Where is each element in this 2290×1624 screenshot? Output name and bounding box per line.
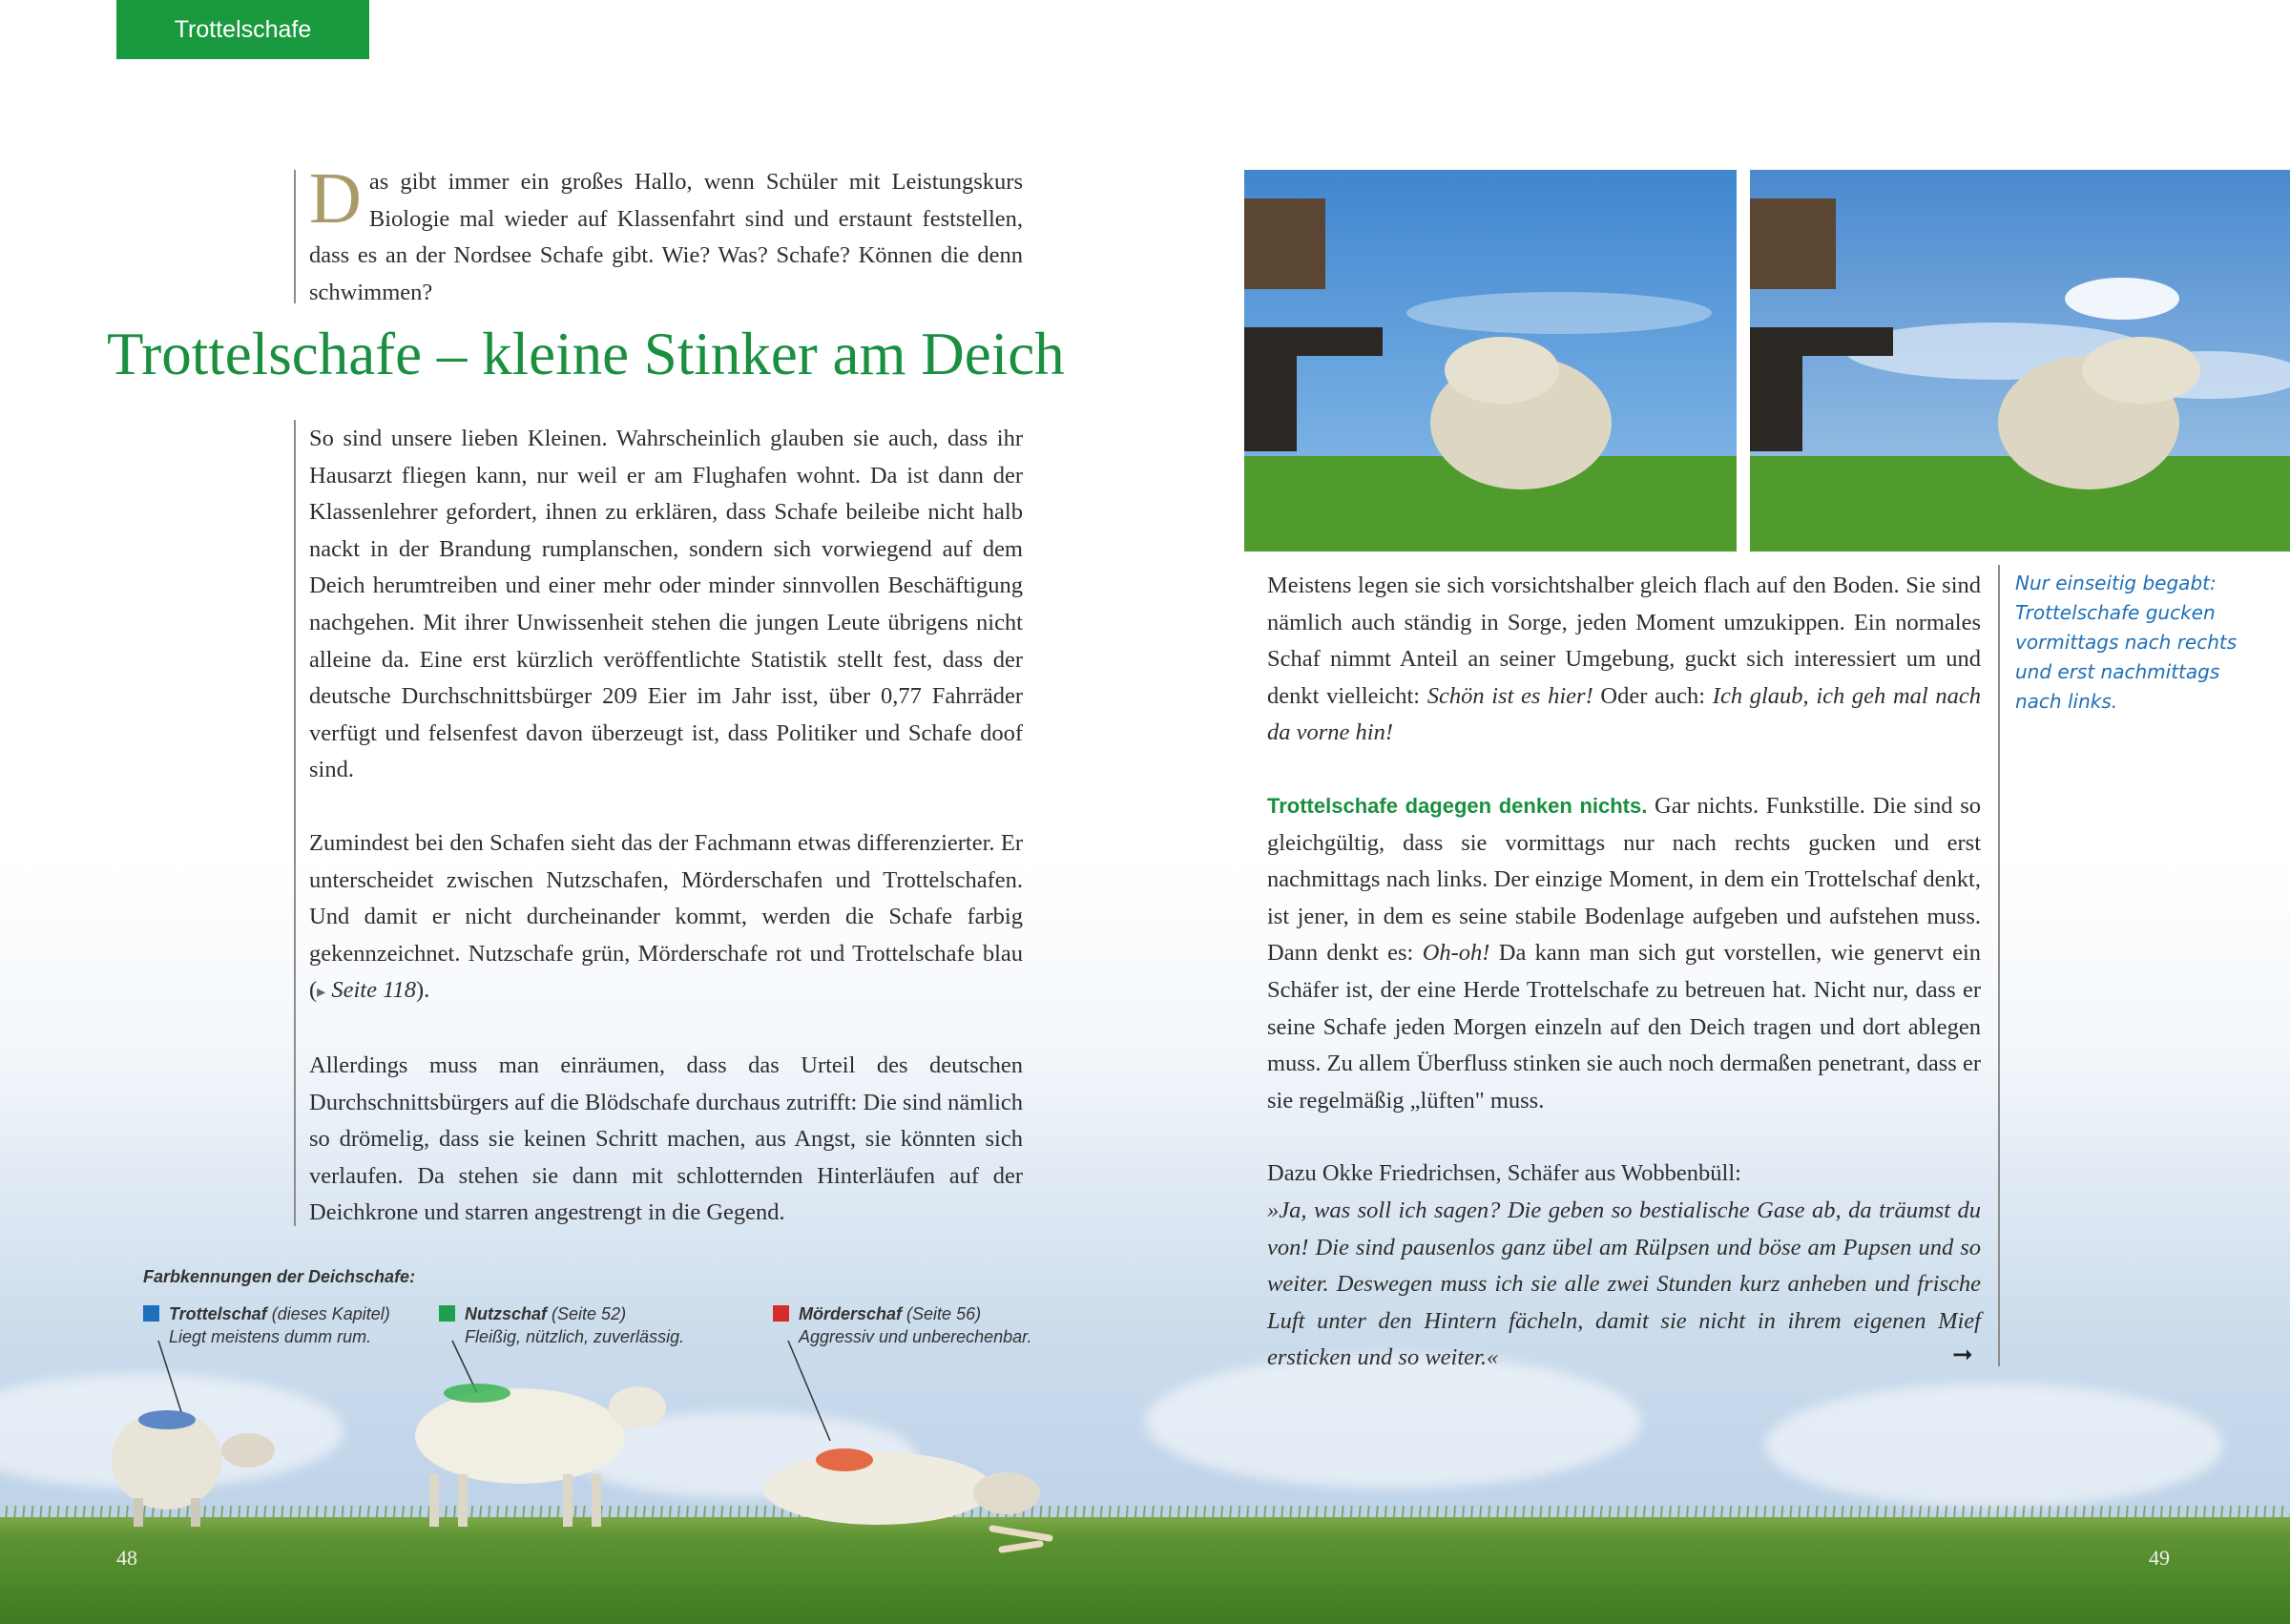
bench-backrest bbox=[1750, 198, 1836, 289]
sheep-head bbox=[1445, 337, 1559, 404]
page-number-left: 48 bbox=[116, 1546, 137, 1570]
chapter-tab bbox=[116, 0, 369, 59]
continue-arrow-icon[interactable]: ➞ bbox=[1952, 1341, 1973, 1369]
paragraph: Meistens legen sie sich vorsichtshalber gleich flach auf den Boden. Sie sind nämlich auch ständig in Sorge, jeden Moment umzukippen. Ein normales Schaf nimmt Anteil an seiner Umgebung, guckt sich interessiert um und denkt vielleicht: Schön ist es hier! Oder auch: Ich glaub, ich geh mal nach da vorne hin! bbox=[1267, 573, 1981, 746]
paragraph: So sind unsere lieben Kleinen. Wahrscheinlich glauben sie auch, dass ihr Hausarzt fliegen kann, nur weil er am Flughafen wohnt. Da ist dann der Klassenlehrer gefordert, ihnen zu erklären, dass Schafe beileibe nicht halb nackt in der Brandung rumplanschen, sondern sich vorwiegend auf dem Deich herumtreiben und einer mehr oder minder sinnvollen Beschäftigung nachgehen. Mit ihrer Unwissenheit stehen die jungen Leute übrigens nicht alleine da. Eine erst kürzlich veröffentlichte Statistik stellt fest, dass der deutsche Durchschnittsbürger 209 Eier im Jahr isst, über 0,77 Fahrräder verfügt und felsenfest davon überzeugt ist, dass Politiker und Schafe doof sind. bbox=[309, 426, 1023, 783]
paragraph: Trottelschafe dagegen denken nichts. Gar nichts. Funkstille. Die sind so gleichgültig, dass sie vormittags nur nach rechts gucken und erst nachmittags nach links. Der einzige Moment, in dem ein Trottelschaf denkt, ist jener, in dem es seine stabile Bodenlage aufgeben und aufstehen muss. Dann denkt es: Oh-oh! Da kann man sich gut vorstellen, wie genervt ein Schäfer ist, der eine Herde Trottelschafe zu betreuen hat. Nicht nur, dass er seine Schafe jeden Morgen einzeln auf den Deich tragen und dort ablegen muss. Zu allem Überfluss stinken sie auch noch dermaßen penetrant, dass er sie regelmäßig „lüften" muss. bbox=[1267, 792, 1981, 1114]
photo-sheep-left bbox=[1244, 170, 1737, 552]
page-number-right: 49 bbox=[2149, 1546, 2170, 1570]
left-column-rule bbox=[294, 420, 296, 1226]
cloud bbox=[1765, 1384, 2223, 1508]
pointer-line bbox=[788, 1341, 830, 1441]
legend-item-nutzschaf: Nutzschaf (Seite 52) Fleißig, nützlich, zuverlässig. bbox=[439, 1302, 684, 1348]
right-column-rule bbox=[1998, 565, 2000, 1366]
sheep-illustration bbox=[0, 1317, 1145, 1555]
intro-text: as gibt immer ein großes Hallo, wenn Schüler mit Leistungskurs Biologie mal wieder auf Klassenfahrt sind und erstaunt feststellen, dass es an der Nordsee Schafe gibt. Wie? Was? Schafe? Können die denn schwimmen? bbox=[309, 169, 1023, 305]
paragraph: Zumindest bei den Schafen sieht das der Fachmann etwas differenzierter. Er unterscheidet zwischen Nutzschafen, Mörderschafen und Trottelschafen. Und damit er nicht durcheinander kommt, werden die Schafe farbig gekennzeichnet. Nutzschafe grün, Mörderschafe rot und Trottelschafe blau (▸ Seite 118). bbox=[309, 829, 1023, 1004]
bone bbox=[992, 1529, 1050, 1538]
margin-note: Nur einseitig begabt: Trottelschafe gucken vormittags nach rechts und erst nachmittags nach links. bbox=[2015, 572, 2238, 713]
page-ref-link[interactable]: Seite 118 bbox=[331, 977, 417, 1004]
legend-item-trottelschaf: Trottelschaf (dieses Kapitel) Liegt meistens dumm rum. bbox=[143, 1302, 390, 1348]
paragraph: Allerdings muss man einräumen, dass das Urteil des deutschen Durchschnittsbürgers auf die Blödschafe durchaus zutrifft: Die sind nämlich so drömelig, dass sie keinen Schritt machen, aus Angst, sie könnten sich verlaufen. Da stehen sie dann mit schlotternden Hinterläufen auf der Deichkrone und starren angestrengt in die Gegend. bbox=[309, 1051, 1023, 1226]
sheep-photo-left bbox=[1244, 170, 1737, 552]
sheep-green bbox=[415, 1384, 666, 1527]
left-column bbox=[309, 421, 1023, 1268]
bench-leg bbox=[1750, 356, 1802, 451]
chapter-tab-label: Trottelschafe bbox=[174, 15, 312, 43]
lead-in: Trottelschafe dagegen denken nichts. bbox=[1267, 793, 1648, 818]
legend-item-moerderschaf: Mörderschaf (Seite 56) Aggressiv und unberechenbar. bbox=[773, 1302, 1032, 1348]
right-column bbox=[1267, 568, 1981, 1377]
sheep-blue bbox=[112, 1410, 275, 1527]
bench-leg bbox=[1244, 356, 1297, 451]
pointer-line bbox=[158, 1341, 181, 1412]
sheep-photo-right bbox=[1750, 170, 2290, 552]
photo-sheep-right bbox=[1750, 170, 2290, 552]
bone bbox=[1002, 1544, 1040, 1550]
page-ref-arrow-icon: ▸ bbox=[317, 982, 326, 1003]
bench-backrest bbox=[1244, 198, 1325, 289]
paragraph: Dazu Okke Friedrichsen, Schäfer aus Wobbenbüll: »Ja, was soll ich sagen? Die geben so bestialische Gase ab, da träumst du von! Die sind pausenlos ganz übel am Rülpsen und böse am Pupsen und so weiter. Deswegen muss ich sie alle zwei Stunden kurz anheben und frische Luft unter den Hintern fächeln, damit sie nicht in ihrem eigenen Mief ersticken und so weiter.« bbox=[1267, 1160, 1981, 1371]
article-title: Trottelschafe – kleine Stinker am Deich bbox=[107, 321, 1065, 387]
sheep-head bbox=[2082, 337, 2200, 404]
intro-rule bbox=[294, 170, 296, 303]
grass bbox=[1750, 456, 2290, 552]
intro-paragraph bbox=[309, 158, 1023, 311]
sheep-red bbox=[763, 1448, 1040, 1525]
bench-seat bbox=[1750, 327, 1893, 356]
drop-cap: D bbox=[309, 158, 362, 239]
legend-title: Farbkennungen der Deichschafe: bbox=[143, 1267, 416, 1286]
bench-seat bbox=[1244, 327, 1383, 356]
